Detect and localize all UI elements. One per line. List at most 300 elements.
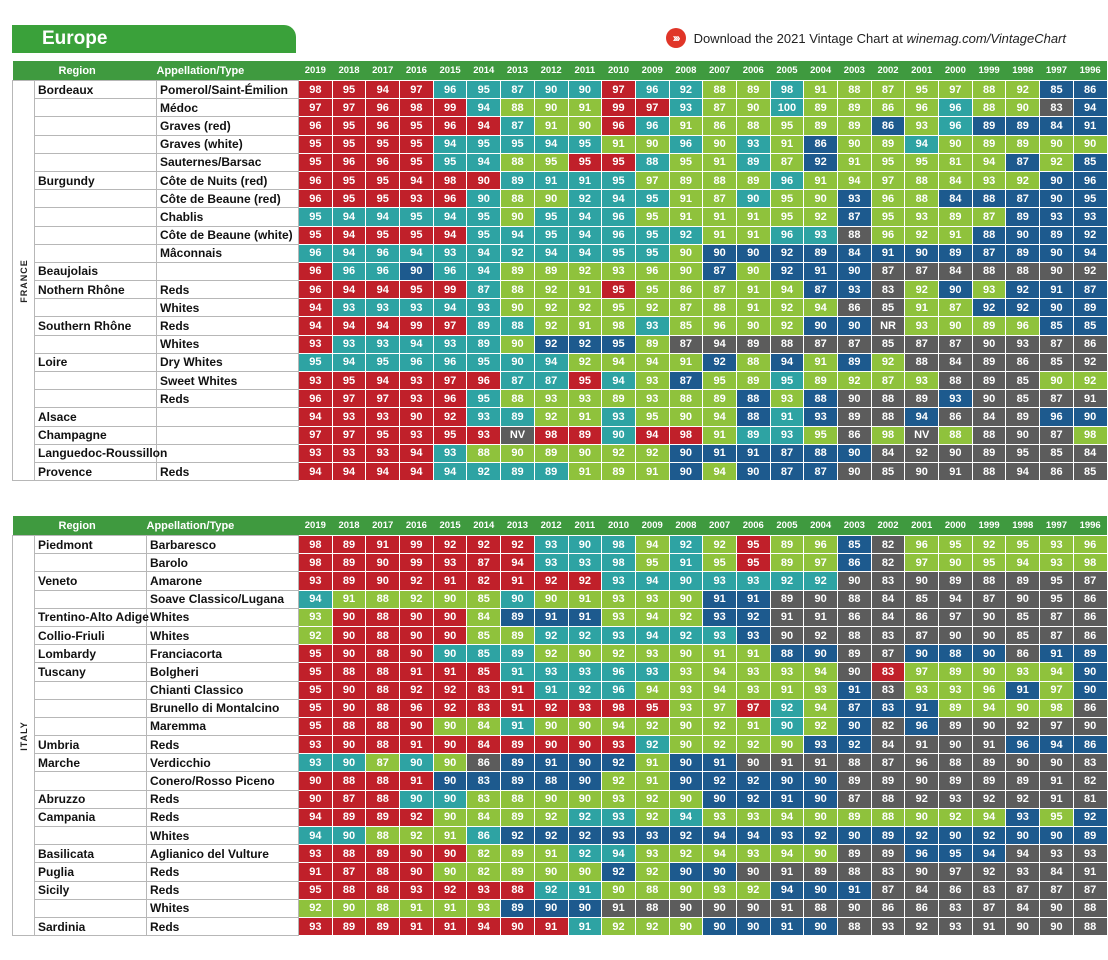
score-cell: 94 bbox=[1073, 244, 1107, 262]
score-cell: 98 bbox=[1073, 554, 1107, 572]
score-cell: 84 bbox=[939, 353, 973, 371]
score-cell: 93 bbox=[838, 281, 872, 299]
score-cell: 90 bbox=[838, 317, 872, 335]
download-link[interactable]: winemag.com/VintageChart bbox=[906, 30, 1066, 46]
table-row bbox=[13, 171, 1108, 189]
table-row bbox=[13, 645, 1108, 663]
score-cell: 90 bbox=[433, 754, 467, 772]
score-cell: 87 bbox=[1040, 881, 1074, 899]
score-cell: 90 bbox=[804, 645, 838, 663]
score-cell: 96 bbox=[433, 81, 467, 99]
score-cell: 86 bbox=[669, 281, 703, 299]
score-cell: 92 bbox=[838, 372, 872, 390]
score-cell: 88 bbox=[972, 99, 1006, 117]
year-header: 2008 bbox=[669, 516, 703, 536]
score-cell: 94 bbox=[905, 408, 939, 426]
table-row bbox=[13, 663, 1108, 681]
score-cell: 92 bbox=[804, 626, 838, 644]
score-cell: 90 bbox=[400, 754, 434, 772]
score-cell: 95 bbox=[299, 717, 333, 735]
score-cell: 95 bbox=[635, 244, 669, 262]
score-cell: 83 bbox=[1040, 99, 1074, 117]
score-cell: 93 bbox=[804, 408, 838, 426]
score-cell: 86 bbox=[1073, 608, 1107, 626]
score-cell: 94 bbox=[703, 681, 737, 699]
score-cell: 93 bbox=[400, 426, 434, 444]
score-cell: 94 bbox=[770, 353, 804, 371]
score-cell: 89 bbox=[972, 754, 1006, 772]
score-cell: 95 bbox=[602, 171, 636, 189]
score-cell: 87 bbox=[871, 262, 905, 280]
download-banner[interactable] bbox=[666, 27, 1066, 49]
score-cell: 84 bbox=[1006, 899, 1040, 917]
score-cell: 90 bbox=[433, 608, 467, 626]
score-cell: NV bbox=[501, 426, 535, 444]
country-cell bbox=[13, 536, 35, 936]
score-cell: 98 bbox=[602, 317, 636, 335]
score-cell: 95 bbox=[299, 153, 333, 171]
score-cell: 95 bbox=[669, 153, 703, 171]
score-cell: 84 bbox=[467, 717, 501, 735]
region-cell bbox=[35, 208, 157, 226]
score-cell: 96 bbox=[635, 81, 669, 99]
year-header: 2014 bbox=[467, 516, 501, 536]
score-cell: 87 bbox=[467, 554, 501, 572]
score-cell: 95 bbox=[635, 699, 669, 717]
score-cell: 93 bbox=[905, 317, 939, 335]
score-cell: 92 bbox=[501, 244, 535, 262]
score-cell: 90 bbox=[669, 881, 703, 899]
score-cell: 89 bbox=[501, 899, 535, 917]
score-cell: 90 bbox=[804, 808, 838, 826]
score-cell: 95 bbox=[703, 554, 737, 572]
score-cell: 94 bbox=[602, 717, 636, 735]
appellation-cell: Soave Classico/Lugana bbox=[147, 590, 299, 608]
score-cell: 91 bbox=[972, 736, 1006, 754]
score-cell: 89 bbox=[939, 663, 973, 681]
appellation-cell: Aglianico del Vulture bbox=[147, 845, 299, 863]
score-cell: 89 bbox=[332, 554, 366, 572]
score-cell: 90 bbox=[669, 572, 703, 590]
score-cell: 92 bbox=[804, 208, 838, 226]
score-cell: 97 bbox=[1040, 681, 1074, 699]
table-row bbox=[13, 208, 1108, 226]
year-header: 2019 bbox=[299, 516, 333, 536]
score-cell: 83 bbox=[939, 899, 973, 917]
region-cell: Basilicata bbox=[35, 845, 147, 863]
score-cell: 87 bbox=[804, 335, 838, 353]
score-cell: 98 bbox=[602, 699, 636, 717]
score-cell: 90 bbox=[534, 863, 568, 881]
year-header: 2014 bbox=[467, 61, 501, 81]
score-cell: 90 bbox=[568, 444, 602, 462]
score-cell: 94 bbox=[534, 135, 568, 153]
score-cell: 92 bbox=[568, 808, 602, 826]
appellation-cell: Reds bbox=[157, 390, 299, 408]
score-cell: 92 bbox=[703, 717, 737, 735]
year-header: 1997 bbox=[1040, 516, 1074, 536]
score-cell: 95 bbox=[332, 372, 366, 390]
score-cell: 89 bbox=[838, 117, 872, 135]
score-cell: 99 bbox=[433, 281, 467, 299]
score-cell: 91 bbox=[602, 135, 636, 153]
score-cell: 93 bbox=[939, 681, 973, 699]
score-cell: 95 bbox=[635, 226, 669, 244]
score-cell: 85 bbox=[1073, 153, 1107, 171]
score-cell: 87 bbox=[1073, 281, 1107, 299]
score-cell: 92 bbox=[635, 299, 669, 317]
year-header: 2009 bbox=[635, 61, 669, 81]
score-cell: 96 bbox=[635, 262, 669, 280]
score-cell: 93 bbox=[770, 390, 804, 408]
score-cell: 92 bbox=[635, 863, 669, 881]
table-row bbox=[13, 554, 1108, 572]
score-cell: 87 bbox=[770, 444, 804, 462]
score-cell: 89 bbox=[501, 608, 535, 626]
score-cell: 93 bbox=[804, 226, 838, 244]
score-cell: 92 bbox=[736, 881, 770, 899]
appellation-cell: Chianti Classico bbox=[147, 681, 299, 699]
score-cell: 98 bbox=[433, 171, 467, 189]
score-cell: 94 bbox=[400, 244, 434, 262]
score-cell: 90 bbox=[400, 717, 434, 735]
score-cell: 94 bbox=[703, 462, 737, 480]
score-cell: 92 bbox=[838, 736, 872, 754]
score-cell: 91 bbox=[635, 462, 669, 480]
score-cell: 94 bbox=[534, 244, 568, 262]
score-cell: 94 bbox=[602, 372, 636, 390]
download-text: Download the 2021 Vintage Chart at bbox=[693, 30, 903, 46]
score-cell: 87 bbox=[905, 262, 939, 280]
region-cell bbox=[35, 117, 157, 135]
score-cell: 90 bbox=[972, 717, 1006, 735]
score-cell: 89 bbox=[736, 335, 770, 353]
table-row bbox=[13, 681, 1108, 699]
score-cell: 94 bbox=[602, 190, 636, 208]
score-cell: 90 bbox=[635, 135, 669, 153]
score-cell: 93 bbox=[838, 190, 872, 208]
score-cell: 99 bbox=[400, 317, 434, 335]
score-cell: 90 bbox=[299, 772, 333, 790]
score-cell: 93 bbox=[602, 626, 636, 644]
score-cell: 90 bbox=[534, 99, 568, 117]
appellation-cell: Sauternes/Barsac bbox=[157, 153, 299, 171]
score-cell: 90 bbox=[1006, 226, 1040, 244]
score-cell: 94 bbox=[433, 299, 467, 317]
score-cell: 94 bbox=[467, 262, 501, 280]
score-cell: 91 bbox=[770, 408, 804, 426]
score-cell: 91 bbox=[1040, 790, 1074, 808]
score-cell: 82 bbox=[467, 572, 501, 590]
score-cell: 91 bbox=[534, 171, 568, 189]
score-cell: 95 bbox=[703, 372, 737, 390]
score-cell: 92 bbox=[568, 190, 602, 208]
score-cell: 95 bbox=[467, 81, 501, 99]
score-cell: 83 bbox=[871, 626, 905, 644]
year-header: 2003 bbox=[838, 516, 872, 536]
score-cell: 95 bbox=[871, 153, 905, 171]
score-cell: 95 bbox=[299, 881, 333, 899]
score-cell: 89 bbox=[838, 645, 872, 663]
score-cell: 90 bbox=[433, 790, 467, 808]
score-cell: 89 bbox=[534, 262, 568, 280]
score-cell: 90 bbox=[669, 645, 703, 663]
score-cell: 87 bbox=[838, 335, 872, 353]
score-cell: 95 bbox=[366, 353, 400, 371]
score-cell: 88 bbox=[366, 881, 400, 899]
country-label: ITALY bbox=[18, 720, 29, 751]
score-cell: 95 bbox=[939, 536, 973, 554]
region-cell: Southern Rhône bbox=[35, 317, 157, 335]
score-cell: 91 bbox=[703, 226, 737, 244]
score-cell: 90 bbox=[804, 590, 838, 608]
score-cell: 94 bbox=[838, 171, 872, 189]
score-cell: 94 bbox=[400, 462, 434, 480]
year-header: 2016 bbox=[400, 516, 434, 536]
score-cell: 90 bbox=[905, 863, 939, 881]
appellation-cell: Reds bbox=[157, 317, 299, 335]
score-cell: 89 bbox=[366, 808, 400, 826]
score-cell: 84 bbox=[871, 736, 905, 754]
appellation-cell: Dry Whites bbox=[157, 353, 299, 371]
region-cell bbox=[35, 244, 157, 262]
score-cell: 90 bbox=[838, 462, 872, 480]
score-cell: 90 bbox=[972, 335, 1006, 353]
score-cell: 86 bbox=[1073, 736, 1107, 754]
table-row bbox=[13, 917, 1108, 935]
score-cell: 93 bbox=[736, 572, 770, 590]
score-cell: 89 bbox=[838, 99, 872, 117]
score-cell: 95 bbox=[1040, 590, 1074, 608]
score-cell: 91 bbox=[400, 899, 434, 917]
score-cell: 92 bbox=[1073, 808, 1107, 826]
score-cell: 82 bbox=[467, 863, 501, 881]
score-cell: 90 bbox=[534, 790, 568, 808]
score-cell: 93 bbox=[635, 645, 669, 663]
score-cell: 94 bbox=[400, 444, 434, 462]
score-cell: 91 bbox=[770, 863, 804, 881]
score-cell: 90 bbox=[1006, 917, 1040, 935]
score-cell: 91 bbox=[568, 408, 602, 426]
table-row bbox=[13, 699, 1108, 717]
score-cell: 93 bbox=[1073, 208, 1107, 226]
table-row bbox=[13, 226, 1108, 244]
score-cell: 88 bbox=[736, 353, 770, 371]
year-header: 1999 bbox=[972, 516, 1006, 536]
region-cell: Collio-Friuli bbox=[35, 626, 147, 644]
score-cell: 94 bbox=[433, 226, 467, 244]
score-cell: 94 bbox=[972, 845, 1006, 863]
score-cell: 95 bbox=[939, 845, 973, 863]
score-cell: 93 bbox=[299, 335, 333, 353]
score-cell: 90 bbox=[838, 390, 872, 408]
table-row bbox=[13, 244, 1108, 262]
score-cell: 87 bbox=[939, 299, 973, 317]
score-cell: 90 bbox=[838, 135, 872, 153]
score-cell: 95 bbox=[770, 208, 804, 226]
year-header: 2010 bbox=[602, 61, 636, 81]
score-cell: 86 bbox=[838, 299, 872, 317]
score-cell: 86 bbox=[838, 554, 872, 572]
score-cell: 91 bbox=[804, 608, 838, 626]
score-cell: 89 bbox=[501, 808, 535, 826]
score-cell: 91 bbox=[669, 554, 703, 572]
score-cell: 89 bbox=[736, 426, 770, 444]
score-cell: 94 bbox=[366, 208, 400, 226]
score-cell: 89 bbox=[972, 317, 1006, 335]
score-cell: 97 bbox=[332, 426, 366, 444]
score-cell: 91 bbox=[332, 590, 366, 608]
year-header: 2006 bbox=[736, 61, 770, 81]
score-cell: 90 bbox=[467, 171, 501, 189]
score-cell: 91 bbox=[568, 99, 602, 117]
year-header: 2017 bbox=[366, 61, 400, 81]
score-cell: 93 bbox=[703, 881, 737, 899]
score-cell: 93 bbox=[366, 299, 400, 317]
score-cell: 96 bbox=[905, 717, 939, 735]
score-cell: 91 bbox=[804, 754, 838, 772]
score-cell: 89 bbox=[939, 572, 973, 590]
score-cell: 95 bbox=[770, 190, 804, 208]
score-cell: 89 bbox=[332, 536, 366, 554]
score-cell: NV bbox=[905, 426, 939, 444]
score-cell: 90 bbox=[332, 626, 366, 644]
score-cell: 90 bbox=[736, 462, 770, 480]
score-cell: 95 bbox=[299, 663, 333, 681]
score-cell: 91 bbox=[736, 299, 770, 317]
table-row bbox=[13, 153, 1108, 171]
score-cell: 89 bbox=[534, 462, 568, 480]
score-cell: 95 bbox=[400, 226, 434, 244]
score-cell: 90 bbox=[736, 317, 770, 335]
table-row bbox=[13, 281, 1108, 299]
score-cell: 92 bbox=[467, 536, 501, 554]
score-cell: 93 bbox=[299, 572, 333, 590]
score-cell: 94 bbox=[366, 281, 400, 299]
score-cell: 90 bbox=[804, 917, 838, 935]
score-cell: 89 bbox=[1006, 208, 1040, 226]
appellation-cell: Reds bbox=[157, 462, 299, 480]
score-cell: 97 bbox=[703, 699, 737, 717]
appellation-header: Appellation/Type bbox=[147, 516, 299, 536]
score-cell: 90 bbox=[905, 645, 939, 663]
score-cell: 92 bbox=[534, 335, 568, 353]
score-cell: 90 bbox=[669, 590, 703, 608]
score-cell: 91 bbox=[703, 444, 737, 462]
score-cell: 88 bbox=[366, 590, 400, 608]
score-cell: 87 bbox=[871, 645, 905, 663]
score-cell: 90 bbox=[534, 190, 568, 208]
score-cell: 89 bbox=[838, 772, 872, 790]
score-cell: 90 bbox=[703, 899, 737, 917]
score-cell: 88 bbox=[501, 790, 535, 808]
score-cell: 88 bbox=[501, 281, 535, 299]
score-cell: 90 bbox=[939, 135, 973, 153]
region-cell bbox=[35, 772, 147, 790]
region-cell: Burgundy bbox=[35, 171, 157, 189]
score-cell: 98 bbox=[871, 426, 905, 444]
score-cell: 96 bbox=[366, 262, 400, 280]
score-cell: 84 bbox=[467, 736, 501, 754]
score-cell: 93 bbox=[534, 663, 568, 681]
score-cell: 96 bbox=[770, 226, 804, 244]
score-cell: 96 bbox=[804, 536, 838, 554]
score-cell: 91 bbox=[400, 736, 434, 754]
year-header: 2002 bbox=[871, 61, 905, 81]
score-cell: 90 bbox=[332, 681, 366, 699]
score-cell: 100 bbox=[770, 99, 804, 117]
score-cell: 96 bbox=[299, 117, 333, 135]
score-cell: 91 bbox=[1073, 390, 1107, 408]
score-cell: 94 bbox=[332, 317, 366, 335]
score-cell: 92 bbox=[905, 444, 939, 462]
score-cell: 86 bbox=[939, 408, 973, 426]
score-cell: 89 bbox=[501, 462, 535, 480]
score-cell: 85 bbox=[467, 663, 501, 681]
table-row bbox=[13, 408, 1108, 426]
score-cell: 92 bbox=[467, 462, 501, 480]
score-cell: 89 bbox=[501, 772, 535, 790]
year-header: 2006 bbox=[736, 516, 770, 536]
score-cell: 94 bbox=[299, 808, 333, 826]
score-cell: 89 bbox=[467, 317, 501, 335]
score-cell: 93 bbox=[332, 299, 366, 317]
score-cell: 90 bbox=[770, 717, 804, 735]
score-cell: 90 bbox=[838, 572, 872, 590]
score-cell: 89 bbox=[804, 99, 838, 117]
score-cell: 95 bbox=[770, 372, 804, 390]
score-cell: 86 bbox=[1073, 590, 1107, 608]
score-cell: 92 bbox=[433, 536, 467, 554]
table-row bbox=[13, 736, 1108, 754]
score-cell: NR bbox=[871, 317, 905, 335]
table-row bbox=[13, 335, 1108, 353]
score-cell: 88 bbox=[332, 772, 366, 790]
score-cell: 92 bbox=[602, 863, 636, 881]
score-cell: 83 bbox=[467, 772, 501, 790]
score-cell: 94 bbox=[635, 608, 669, 626]
score-cell: 93 bbox=[534, 536, 568, 554]
score-cell: 95 bbox=[467, 135, 501, 153]
score-cell: 93 bbox=[635, 590, 669, 608]
score-cell: 93 bbox=[433, 335, 467, 353]
score-cell: 89 bbox=[501, 754, 535, 772]
score-cell: 96 bbox=[299, 171, 333, 189]
score-cell: 94 bbox=[703, 663, 737, 681]
score-cell: 83 bbox=[467, 699, 501, 717]
score-cell: 97 bbox=[635, 171, 669, 189]
score-cell: 90 bbox=[534, 899, 568, 917]
score-cell: 91 bbox=[400, 772, 434, 790]
score-cell: 89 bbox=[770, 536, 804, 554]
score-cell: 91 bbox=[568, 917, 602, 935]
score-cell: 90 bbox=[433, 736, 467, 754]
score-cell: 85 bbox=[467, 626, 501, 644]
score-cell: 81 bbox=[1073, 790, 1107, 808]
score-cell: 91 bbox=[770, 899, 804, 917]
score-cell: 97 bbox=[433, 372, 467, 390]
score-cell: 90 bbox=[669, 717, 703, 735]
score-cell: 96 bbox=[871, 226, 905, 244]
score-cell: 89 bbox=[1006, 244, 1040, 262]
score-cell: 92 bbox=[1006, 717, 1040, 735]
score-cell: 92 bbox=[501, 536, 535, 554]
score-cell: 88 bbox=[501, 99, 535, 117]
year-header: 2007 bbox=[703, 516, 737, 536]
score-cell: 95 bbox=[972, 554, 1006, 572]
score-cell: 89 bbox=[1006, 572, 1040, 590]
score-cell: 89 bbox=[669, 171, 703, 189]
